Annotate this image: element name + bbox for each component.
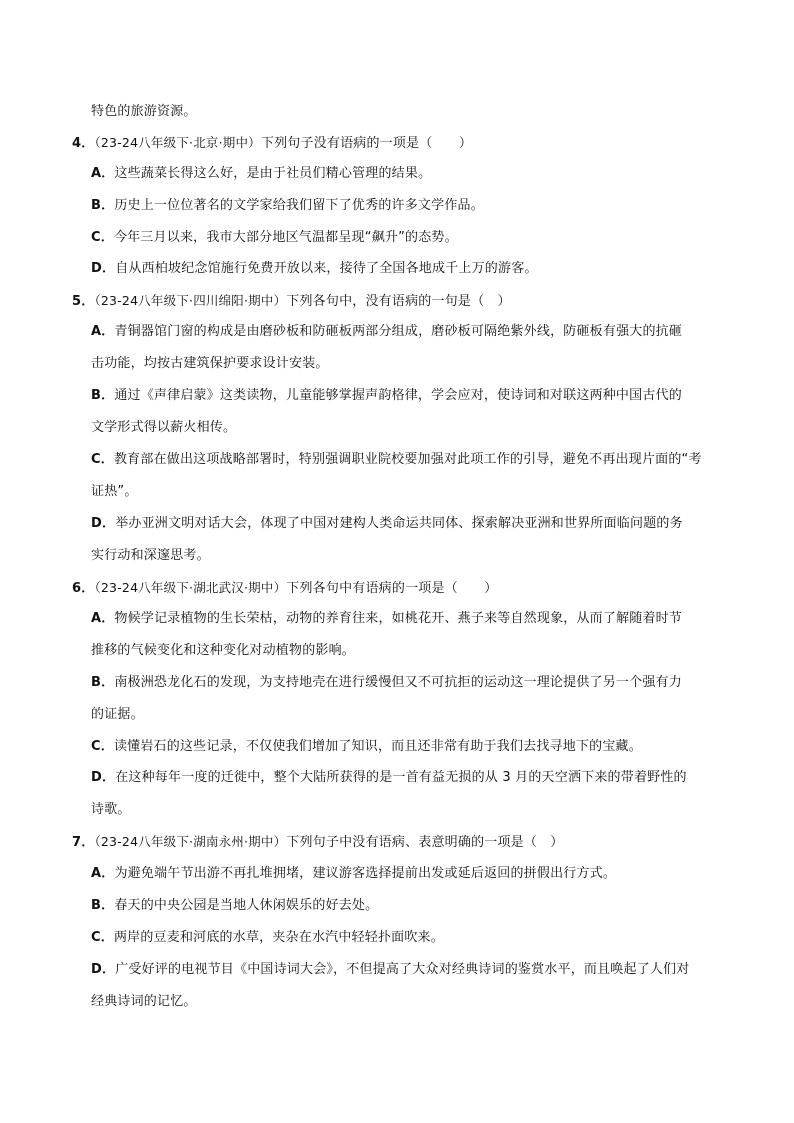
option-label: C． (91, 230, 114, 245)
option-label: A． (91, 166, 115, 181)
question-5-option-c (91, 450, 702, 470)
option-text: 今年三月以来，我市大部分地区气温都呈现“飙升”的态势。 (113, 230, 458, 245)
option-text: 为避免端午节出游不再扎堆拥堵，建议游客选择提前出发或延后返回的拼假出行方式。 (114, 866, 617, 881)
question-5-option-d-cont: 实行动和深邃思考。 (91, 548, 210, 563)
question-5-option-a-cont: 击功能，均按古建筑保护要求设计安装。 (91, 356, 329, 371)
question-4-option-c (91, 228, 458, 248)
question-6-option-a (91, 609, 682, 629)
option-label: B． (91, 675, 115, 690)
question-source: （23-24八年级下·四川绵阳·期中） (94, 293, 287, 308)
continuation-text: 特色的旅游资源。 (91, 104, 197, 119)
option-label: B． (91, 898, 115, 913)
option-label: A． (91, 611, 115, 626)
question-number: 6． (72, 581, 95, 596)
question-stem: 下列各句中有语病的一项是（ ） (286, 581, 498, 596)
option-label: B． (91, 388, 115, 403)
question-source: （23-24八年级下·湖北武汉·期中） (94, 580, 287, 595)
question-source: （23-24八年级下·湖南永州·期中） (94, 834, 287, 849)
question-6-option-a-cont: 推移的气候变化和这种变化对动植物的影响。 (91, 643, 356, 658)
question-6-option-c (91, 737, 642, 757)
option-text: 通过《声律启蒙》这类读物，儿童能够掌握声韵格律，学会应对，使诗词和对联这两种中国古代的 (114, 388, 682, 403)
question-7-option-a (91, 864, 616, 884)
option-label: D． (91, 962, 116, 977)
question-7-option-c (91, 928, 444, 948)
option-text: 这些蔬菜长得这么好，是由于社员们精心管理的结果。 (114, 166, 432, 181)
option-text: 南极洲恐龙化石的发现，为支持地壳在进行缓慢但又不可抗拒的运动这一理论提供了另一个强有力 (114, 675, 682, 690)
option-label: C． (91, 739, 114, 754)
question-5 (72, 291, 511, 312)
question-7-option-d-cont: 经典诗词的记忆。 (91, 994, 197, 1009)
question-4 (72, 133, 472, 154)
option-text: 教育部在做出这项战略部署时，特别强调职业院校要加强对此项工作的引导，避免不再出现片面的“考 (113, 452, 702, 467)
option-text: 自从西柏坡纪念馆施行免费开放以来，接待了全国各地成千上万的游客。 (115, 261, 538, 276)
question-stem: 下列句子没有语病的一项是（ ） (260, 136, 473, 151)
option-text: 物候学记录植物的生长荣枯，动物的养育往来，如桃花开、燕子来等自然现象，从而了解随着时节 (114, 611, 683, 626)
option-label: A． (91, 324, 115, 339)
question-number: 5． (72, 294, 95, 309)
question-stem: 下列句子中没有语病、表意明确的一项是（ ） (286, 835, 564, 850)
question-5-option-c-cont: 证热”。 (91, 484, 138, 499)
option-text: 广受好评的电视节目《中国诗词大会》，不但提高了大众对经典诗词的鉴赏水平，而且唤起了人们对 (115, 962, 690, 977)
question-7 (72, 832, 563, 853)
option-label: A． (91, 866, 115, 881)
option-label: C． (91, 930, 114, 945)
question-6 (72, 578, 497, 599)
option-text: 读懂岩石的这些记录，不仅使我们增加了知识，而且还非常有助于我们去找寻地下的宝藏。 (113, 739, 642, 754)
question-number: 7． (72, 835, 95, 850)
option-label: D． (91, 516, 116, 531)
question-5-option-b (91, 386, 682, 406)
option-text: 春天的中央公园是当地人休闲娱乐的好去处。 (114, 898, 379, 913)
question-6-option-d (91, 768, 687, 788)
question-6-option-b (91, 673, 682, 693)
option-label: D． (91, 770, 116, 785)
option-text: 青铜器馆门窗的构成是由磨砂板和防砸板两部分组成，磨砂板可隔绝紫外线，防砸板有强大的抗砸 (114, 324, 683, 339)
question-6-option-b-cont: 的证据。 (91, 707, 144, 722)
question-number: 4． (72, 136, 95, 151)
question-stem: 下列各句中，没有语病的一句是（ ） (286, 294, 511, 309)
question-4-option-a (91, 164, 431, 184)
option-label: B． (91, 198, 115, 213)
question-4-option-d (91, 259, 538, 279)
option-text: 历史上一位位著名的文学家给我们留下了优秀的许多文学作品。 (114, 198, 484, 213)
question-6-option-d-cont: 诗歌。 (91, 802, 131, 817)
option-text: 两岸的豆麦和河底的水草，夹杂在水汽中轻轻扑面吹来。 (113, 930, 444, 945)
option-label: C． (91, 452, 114, 467)
option-text: 在这种每年一度的迁徙中，整个大陆所获得的是一首有益无损的从 3 月的天空洒下来的带着野性的 (115, 770, 687, 785)
question-4-option-b (91, 196, 484, 216)
question-7-option-b (91, 896, 378, 916)
question-5-option-b-cont: 文学形式得以薪火相传。 (91, 420, 237, 435)
question-5-option-a (91, 322, 682, 342)
question-5-option-d (91, 514, 683, 534)
question-source: （23-24八年级下·北京·期中） (94, 135, 261, 150)
option-text: 举办亚洲文明对话大会，体现了中国对建构人类命运共同体、探索解决亚洲和世界所面临问题的务 (115, 516, 683, 531)
question-7-option-d (91, 960, 690, 980)
option-label: D． (91, 261, 116, 276)
